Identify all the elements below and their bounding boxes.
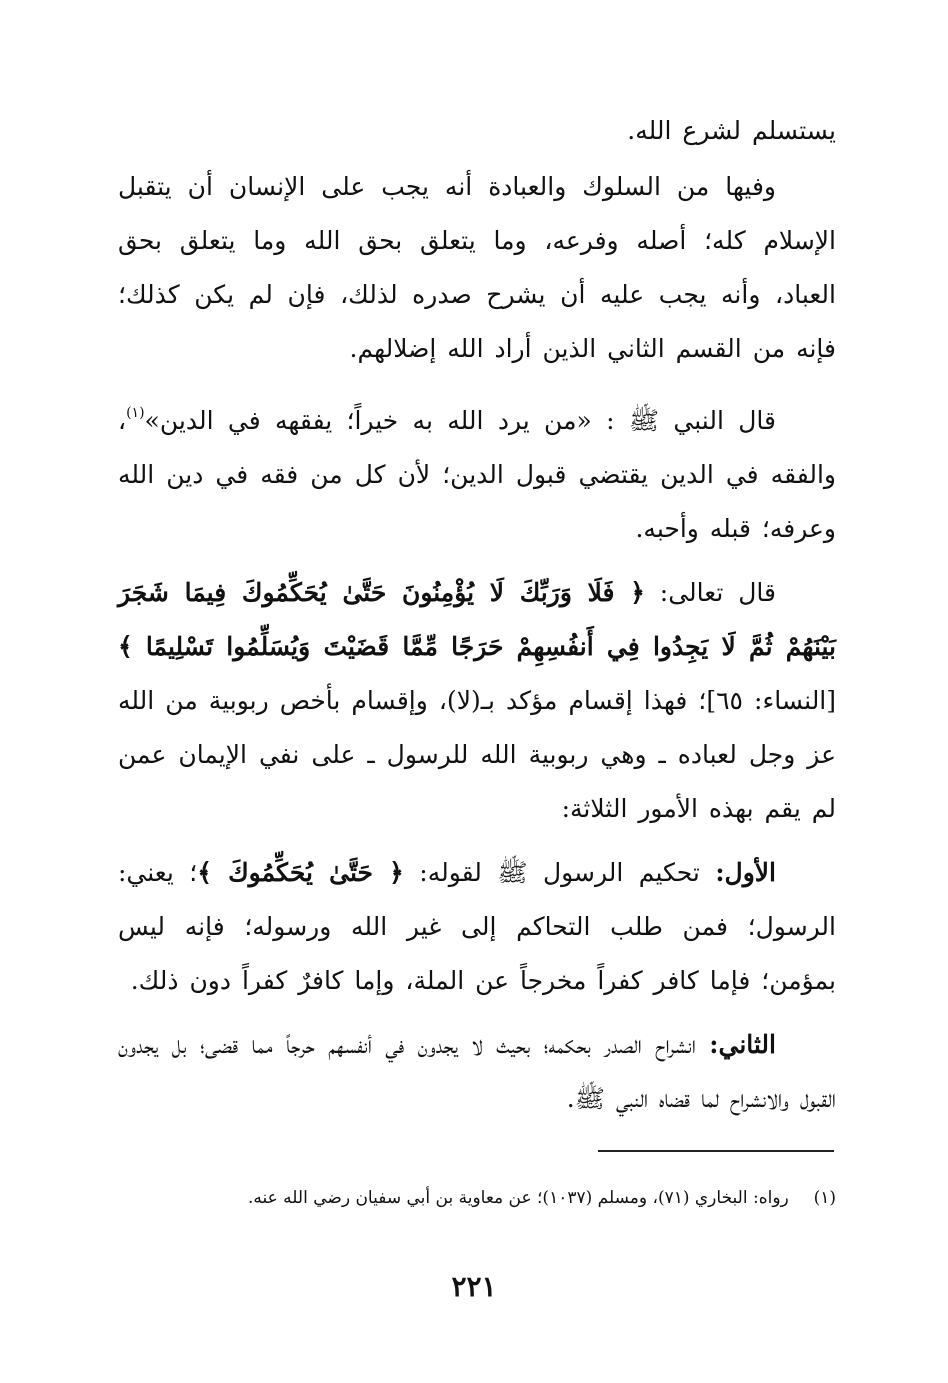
body-text-main [118,160,836,1126]
paragraph-hadith [118,386,836,556]
paragraph-continuation: يستسلم لشرع الله. [627,116,836,145]
first-label: الأول: [715,858,776,887]
verse-commentary: [النساء: ٦٥]؛ فهذا إقسام مؤكد بـ(لا)، وإقسام بأخص ربوبية من الله عز وجل لعباده ـ وهي ربوبية الله للرسول ـ على نفي الإيمان عمن لم يقم بهذه الأمور الثلاثة: [118,686,837,823]
first-intro: تحكيم الرسول ﷺ لقوله: [403,858,716,887]
footnote-reference: (١) [126,405,145,421]
page-number: ٢٢١ [451,1270,497,1303]
body-text-top [118,104,836,158]
footnote [118,1184,836,1212]
footnote-number: (١) [813,1188,836,1208]
paragraph-verse [118,566,836,836]
footnote-text: رواه: البخاري (٧١)، ومسلم (١٠٣٧)؛ عن معاوية بن أبي سفيان رضي الله عنه. [247,1188,789,1208]
verse-intro: قال تعالى: [644,578,776,607]
second-text: انشراح الصدر بحكمه؛ بحيث لا يجدون في أنفسهم حرجاً مما قضى؛ بل يجدون القبول والانشراح لما قضاه النبي ﷺ. [118,1030,836,1113]
paragraph-second-matter [118,1018,836,1126]
hadith-text: قال النبي ﷺ : «من يرد الله به خيراً؛ يفقهه في الدين» [144,406,776,435]
paragraph-first-matter [118,846,836,1008]
quran-verse-short: ﴿ حَتَّىٰ يُحَكِّمُوكَ ﴾ [197,858,404,887]
first-commentary: ؛ يعني: الرسول؛ فمن طلب التحاكم إلى غير الله ورسوله؛ فإنه ليس بمؤمن؛ فإما كافر كفراً مخرجاً عن الملة، وإما كافرٌ كفراً دون ذلك. [118,858,836,995]
second-label: الثاني: [709,1030,776,1059]
hadith-commentary: ، والفقه في الدين يقتضي قبول الدين؛ لأن كل من فقه في دين الله وعرفه؛ قبله وأحبه. [118,406,836,543]
paragraph-islam-whole: وفيها من السلوك والعبادة أنه يجب على الإنسان أن يتقبل الإسلام كله؛ أصله وفرعه، وما يتعلق بحق الله وما يتعلق بحق العباد، وأنه يجب عليه أن يشرح صدره لذلك، فإن لم يكن كذلك؛ فإنه من القسم الثاني الذين أراد الله إضلالهم. [118,172,836,363]
footnote-separator [598,1150,834,1152]
quran-verse: ﴿ فَلَا وَرَبِّكَ لَا يُؤْمِنُونَ حَتَّىٰ يُحَكِّمُوكَ فِيمَا شَجَرَ بَيْنَهُمْ ثُمَّ لَا يَجِدُوا فِي أَنفُسِهِمْ حَرَجًا مِّمَّا قَضَيْتَ وَيُسَلِّمُوا تَسْلِيمًا ﴾ [118,578,836,661]
